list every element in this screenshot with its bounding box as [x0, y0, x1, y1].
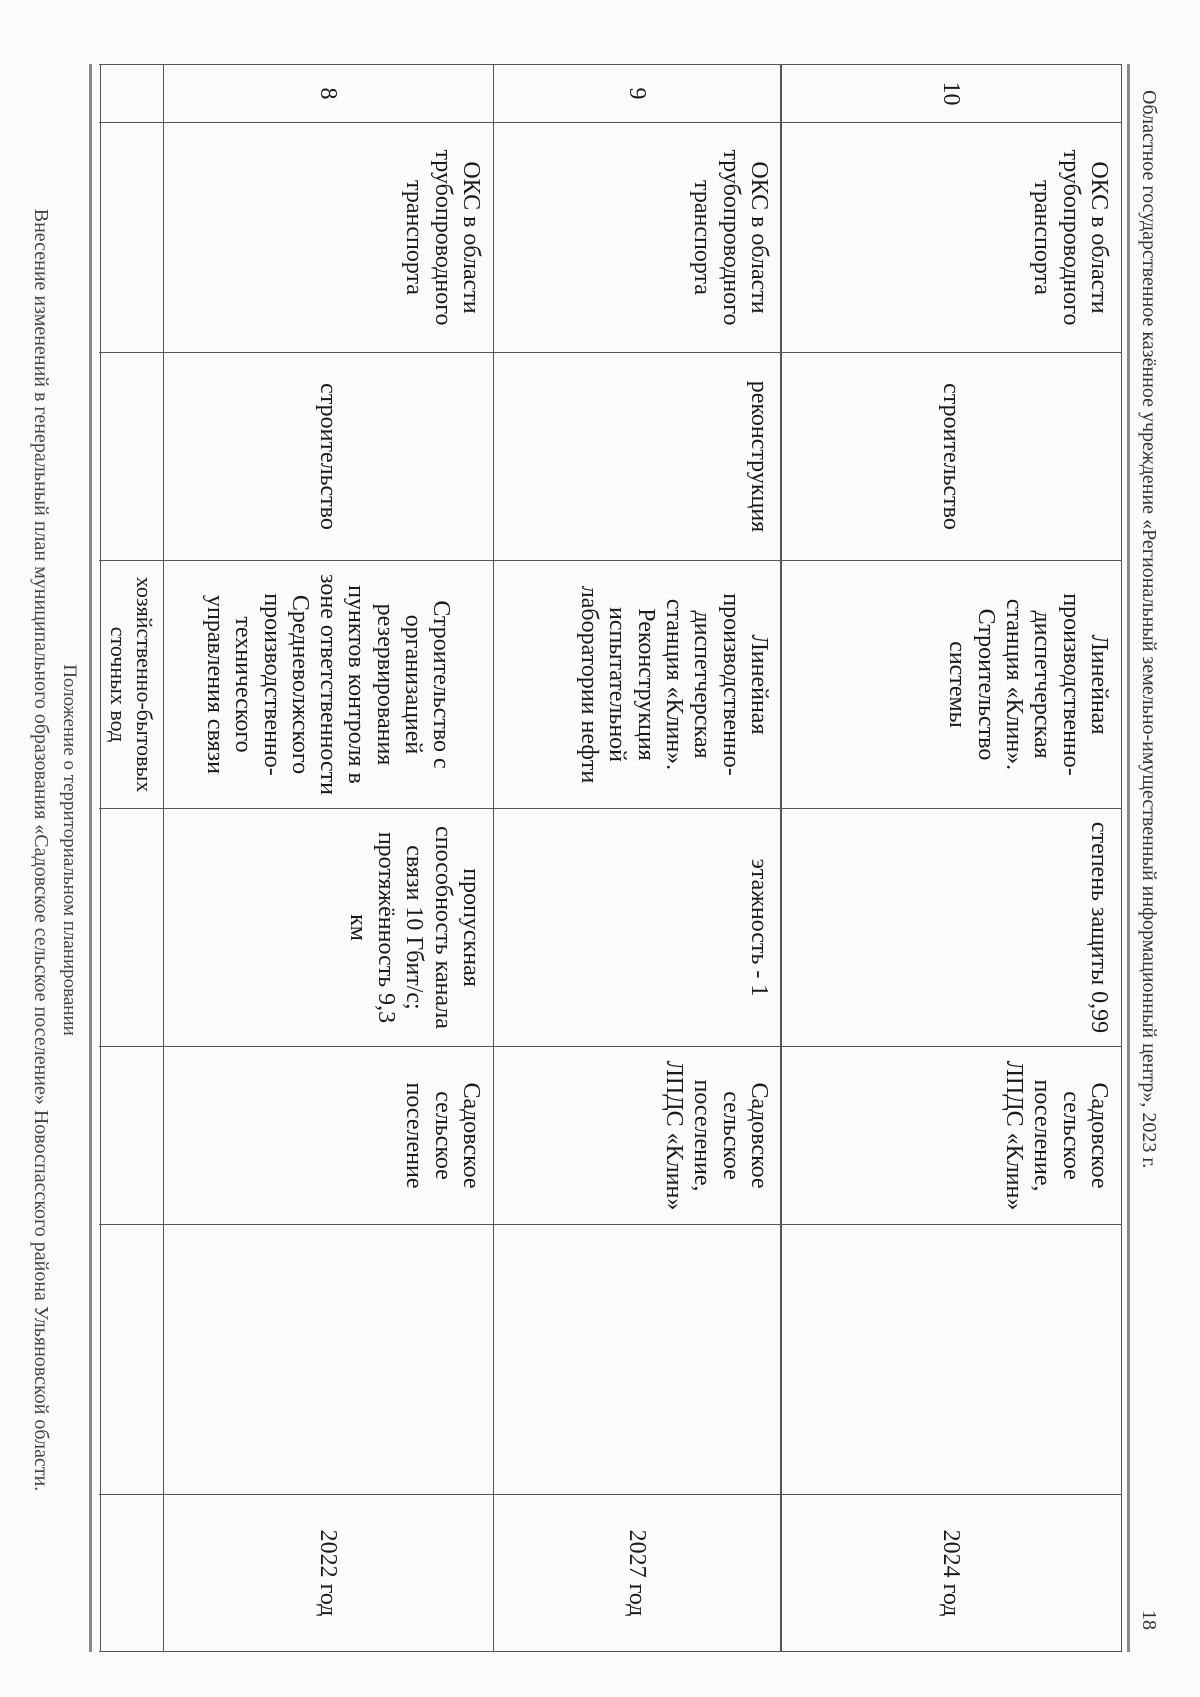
header-rule: [89, 64, 92, 1652]
cell-num: [99, 64, 163, 122]
planning-table: [100, 64, 1122, 1652]
cell-deadline: 2022 год: [163, 1494, 493, 1652]
cell-description: Строительство с организацией резервирования пунктов контроля в зоне ответственности Средневолжского производственно-технического управления связи: [163, 560, 493, 808]
cell-type: ОКС в области трубопроводного транспорта: [163, 122, 493, 352]
cell-action: строительство: [781, 352, 1121, 560]
cell-action: реконструкция: [493, 352, 781, 560]
cell-action: строительство: [163, 352, 493, 560]
cell-num: 8: [163, 64, 493, 122]
cell-type: ОКС в области трубопроводного транспорта: [781, 122, 1121, 352]
cell-location: [99, 1046, 163, 1224]
page-number: 18: [1138, 1610, 1160, 1630]
cell-location: Садовское сельское поселение, ЛПДС «Клин»: [781, 1046, 1121, 1224]
cell-location: Садовское сельское поселение: [163, 1046, 493, 1224]
cell-deadline: 2027 год: [493, 1494, 781, 1652]
cell-characteristics: пропускная способность канала связи 10 Гбит/с; протяжённость 9,3 км: [163, 808, 493, 1046]
cell-characteristics: этажность - 1: [493, 808, 781, 1046]
cell-location: Садовское сельское поселение, ЛПДС «Клин»: [493, 1046, 781, 1224]
cell-characteristics: степень защиты 0,99: [781, 808, 1121, 1046]
cell-deadline: 2024 год: [781, 1494, 1121, 1652]
cell-description: хозяйственно-бытовых сточных вод: [99, 560, 163, 808]
table-row: [163, 64, 494, 1652]
cell-deadline: [99, 1494, 163, 1652]
cell-num: 10: [781, 64, 1121, 122]
table-row: [780, 64, 1122, 1652]
document-footer: Областное государственное казённое учреждение «Региональный земельно-имущественный информационный центр», 2023 г.: [1138, 90, 1160, 1169]
table-row-continuation: [99, 64, 164, 1652]
cell-zones: [163, 1224, 493, 1494]
document-header-title: Внесение изменений в генеральный план муниципального образования «Садовское сельское поселение» Новоспасского района Ульяновской области.: [30, 208, 52, 1492]
cell-num: 9: [493, 64, 781, 122]
cell-zones: [493, 1224, 781, 1494]
cell-description: Линейная производственно-диспетчерская станция «Клин». Реконструкция испытательной лаборатории нефти: [493, 560, 781, 808]
cell-type: [99, 122, 163, 352]
document-header-subtitle: Положение о территориальном планировании: [59, 664, 80, 1036]
cell-type: ОКС в области трубопроводного транспорта: [493, 122, 781, 352]
cell-description: Линейная производственно-диспетчерская станция «Клин». Строительство системы: [781, 560, 1121, 808]
cell-action: [99, 352, 163, 560]
cell-characteristics: [99, 808, 163, 1046]
footer-rule: [1127, 64, 1130, 1652]
cell-zones: [781, 1224, 1121, 1494]
table-row: [493, 64, 782, 1652]
cell-zones: [99, 1224, 163, 1494]
